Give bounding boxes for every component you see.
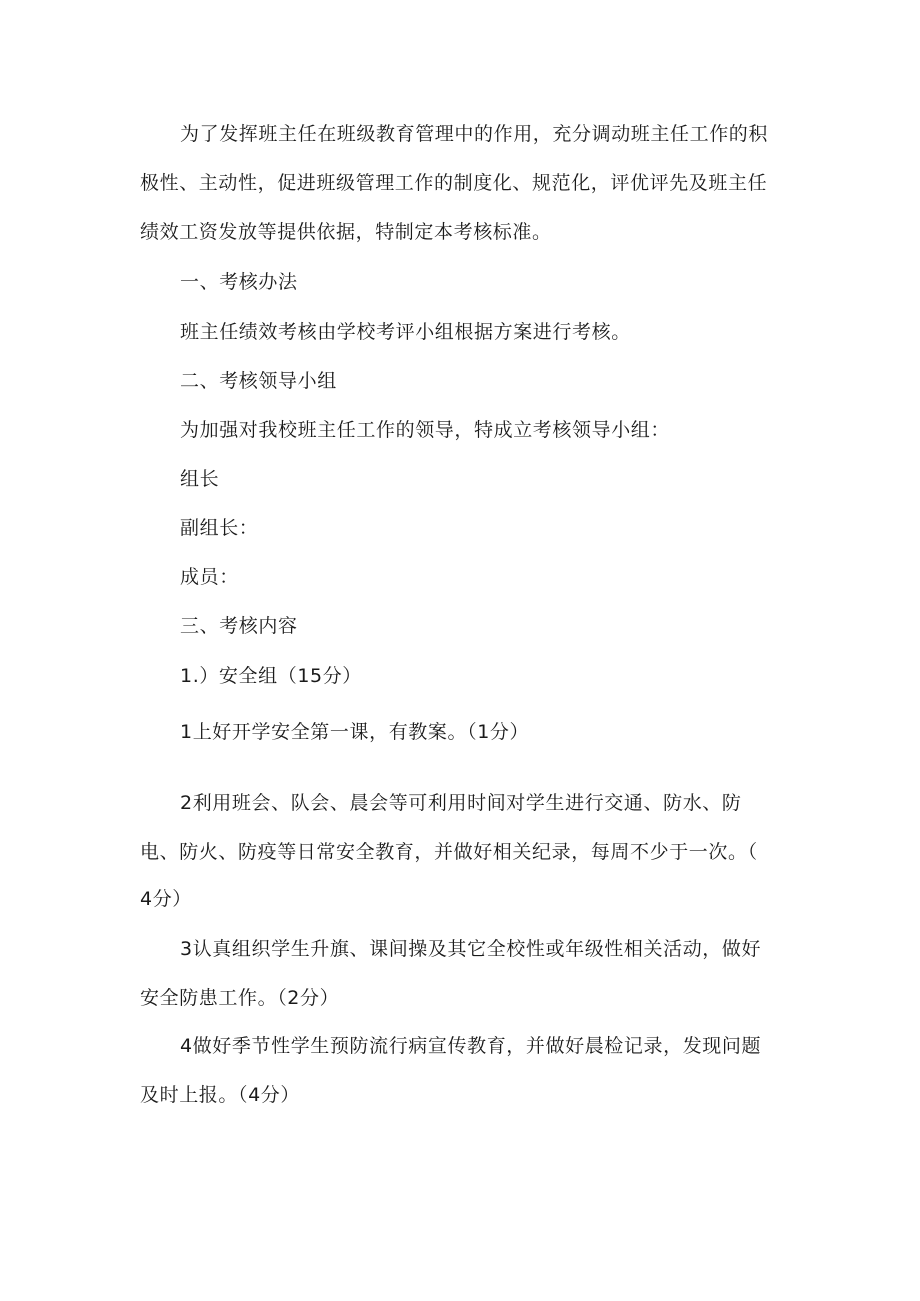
item-3-line-1: 3认真组织学生升旗、课间操及其它全校性或年级性相关活动，做好 (180, 938, 762, 960)
item-2-line-1: 2利用班会、队会、晨会等可利用时间对学生进行交通、防水、防 (180, 792, 742, 814)
section2-text: 为加强对我校班主任工作的领导，特成立考核领导小组： (180, 419, 671, 441)
item-2-line-3: 4分） (140, 888, 192, 910)
group-title: 1.）安全组（15分） (180, 665, 362, 687)
section1-text: 班主任绩效考核由学校考评小组根据方案进行考核。 (180, 321, 631, 343)
section3-heading: 三、考核内容 (180, 615, 298, 637)
leader-label: 组长 (180, 468, 220, 490)
intro-line-3: 绩效工资发放等提供依据，特制定本考核标准。 (140, 221, 552, 243)
section1-heading: 一、考核办法 (180, 271, 298, 293)
item-4-line-2: 及时上报。（4分） (140, 1084, 300, 1106)
item-1-line-1: 1上好开学安全第一课，有教案。（1分） (180, 721, 530, 743)
deputy-leader-label: 副组长： (180, 517, 259, 539)
members-label: 成员： (180, 566, 239, 588)
item-2-line-2: 电、防火、防疫等日常安全教育，并做好相关纪录，每周不少于一次。（ (140, 841, 758, 863)
item-4-line-1: 4做好季节性学生预防流行病宣传教育，并做好晨检记录，发现问题 (180, 1035, 762, 1057)
intro-line-2: 极性、主动性，促进班级管理工作的制度化、规范化，评优评先及班主任 (140, 172, 768, 194)
section2-heading: 二、考核领导小组 (180, 370, 337, 392)
intro-line-1: 为了发挥班主任在班级教育管理中的作用，充分调动班主任工作的积 (180, 123, 769, 145)
item-3-line-2: 安全防患工作。（2分） (140, 987, 340, 1009)
